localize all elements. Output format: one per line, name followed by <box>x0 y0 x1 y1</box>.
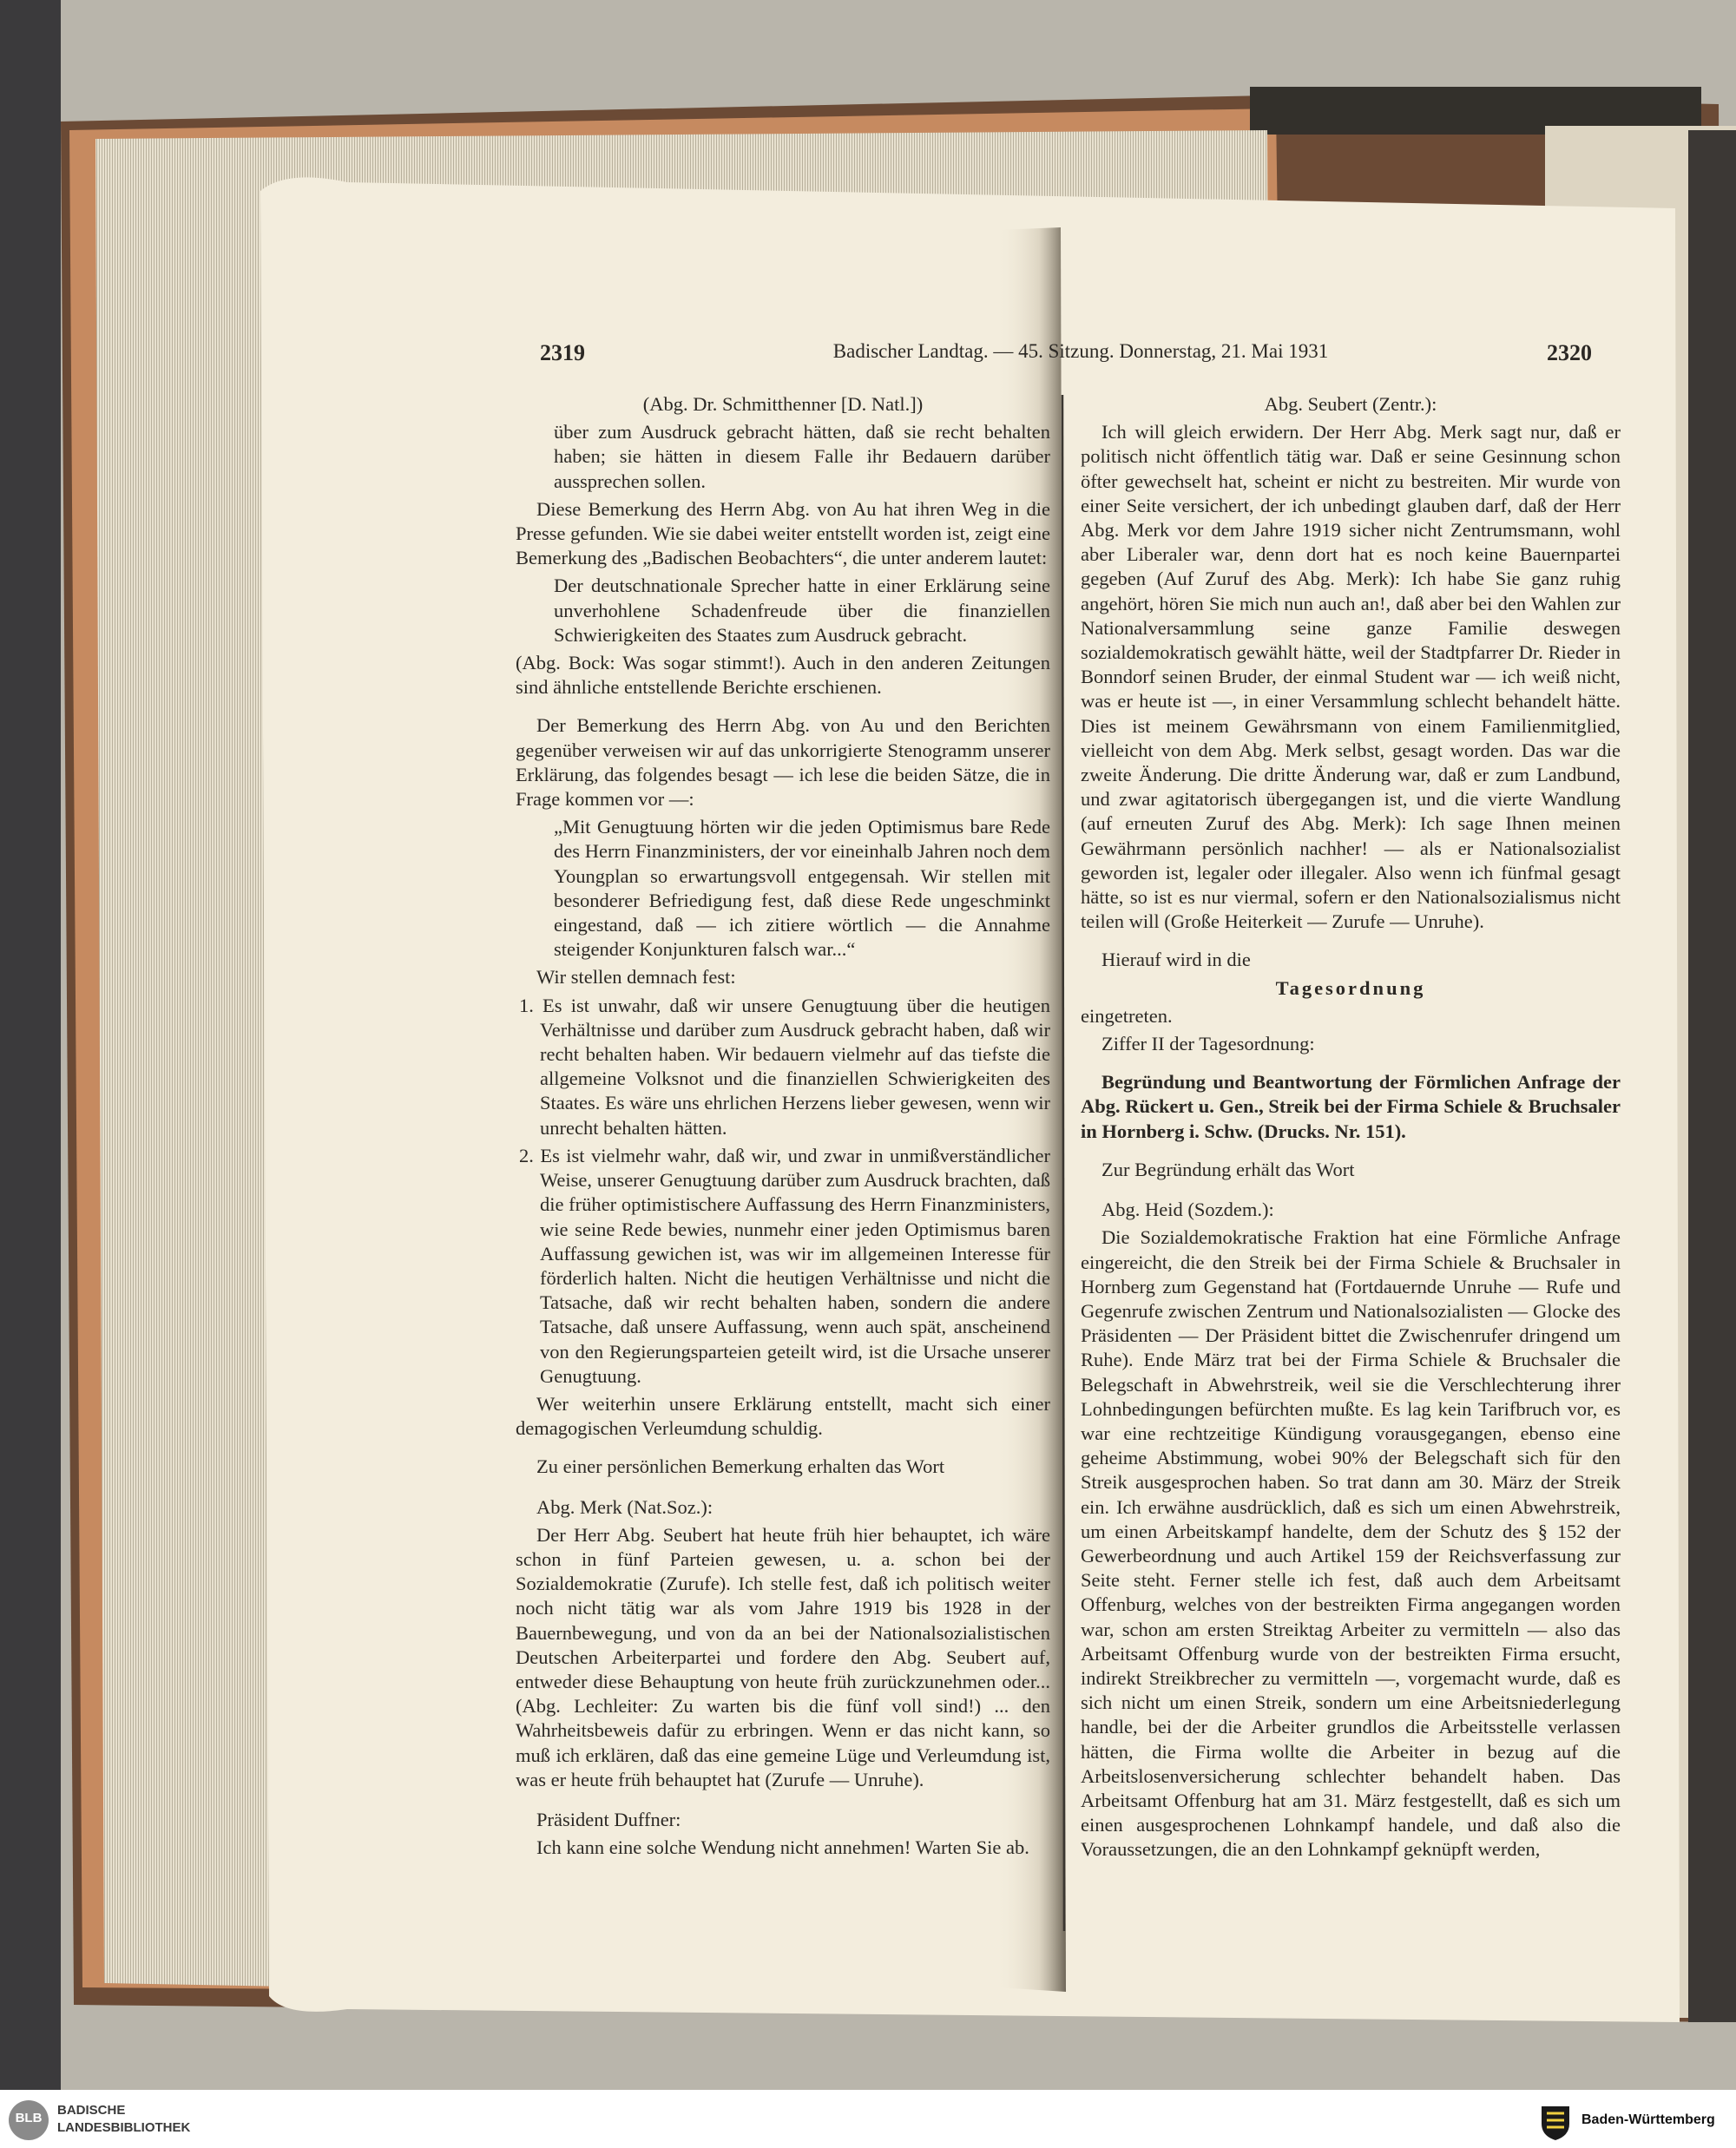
paragraph: Der deutschnationale Sprecher hatte in einer Erklärung seine unverhohlene Schadenfreude über die finanziellen Schwierigkeiten des Staates zum Ausdruck gebracht. <box>554 575 1050 646</box>
page-number-right: 2320 <box>1547 340 1592 365</box>
paragraph: Präsident Duffner: <box>536 1808 681 1830</box>
paragraph: eingetreten. <box>1081 1004 1173 1027</box>
blb-logo[interactable] <box>9 2100 49 2140</box>
paragraph: Wer weiterhin unsere Erklärung entstellt, macht sich einer demagogischen Verleumdung schuldig. <box>516 1392 1050 1440</box>
page-number-left: 2319 <box>540 340 585 365</box>
running-head: Badischer Landtag. — 45. Sitzung. Donnerstag, 21. Mai 1931 <box>832 340 1329 362</box>
paragraph: Der Herr Abg. Seubert hat heute früh hier behauptet, ich wäre schon in fünf Parteien gewesen, u. a. schon bei der Sozialdemokratie (Zurufe). Ich stelle fest, daß ich politisch weiter noch nicht tätig war als vom Jahre 1919 bis 1928 in der Bauernbewegung, und von da an bei der Nationalsozialistischen Deutschen Arbeiterpartei und fordere den Abg. Seubert auf, entweder diese Behauptung von heute früh zurückzunehmen oder... (Abg. Lechleiter: Zu warten bis die fünf voll sind!) ... den Wahrheitsbeweis dafür zu erbringen. Wenn er das nicht kann, so muß ich erklären, daß das eine gemeine Lüge und Verleumdung ist, was er heute früh behauptet hat (Zurufe — Unruhe). <box>516 1523 1050 1790</box>
baden-wuerttemberg-crest-icon <box>1538 2103 1573 2142</box>
paragraph: (Abg. Dr. Schmitthenner [D. Natl.]) <box>642 393 924 415</box>
paragraph: Ich kann eine solche Wendung nicht annehmen! Warten Sie ab. <box>536 1836 1029 1859</box>
left-column <box>516 392 1050 1860</box>
paragraph: Hierauf wird in die <box>1101 949 1251 971</box>
paragraph: 1. Es ist unwahr, daß wir unsere Genugtuung über die heutigen Verhältnisse und darüber zum Ausdruck gebracht haben, daß wir recht behalten haben. Wir bedauern vielmehr auf das tiefste die allgemeine Volksnot und die finanziellen Schwierigkeiten des Staates. Es wäre uns ehrlichen Herzens lieber gewesen, wenn wir unrecht behalten hätten. <box>519 994 1050 1139</box>
paragraph: Diese Bemerkung des Herrn Abg. von Au hat ihren Weg in die Presse gefunden. Wie sie dabei weiter entstellt worden ist, zeigt eine Bemerkung des „Badischen Beobachters“, die unter anderem lautet: <box>516 497 1050 569</box>
paragraph: über zum Ausdruck gebracht hätten, daß sie recht behalten haben; sie hätten in diesem Falle ihr Bedauern darüber aussprechen sollen. <box>554 421 1050 492</box>
library-name-line1: BADISCHE <box>57 2103 126 2118</box>
viewer-footer <box>0 2090 1736 2148</box>
paragraph: Begründung und Beantwortung der Förmlichen Anfrage der Abg. Rückert u. Gen., Streik bei der Firma Schiele & Bruchsaler in Hornberg i. Schw. (Drucks. Nr. 151). <box>1081 1071 1621 1142</box>
library-name-line2: LANDESBIBLIOTHEK <box>57 2120 191 2135</box>
paragraph: (Abg. Bock: Was sogar stimmt!). Auch in den anderen Zeitungen sind ähnliche entstellende Berichte erschienen. <box>516 652 1050 699</box>
paragraph: Wir stellen demnach fest: <box>536 966 736 989</box>
paragraph: Abg. Heid (Sozdem.): <box>1101 1199 1274 1221</box>
blb-logo-text: BLB <box>15 2111 43 2125</box>
paragraph: Tagesordnung <box>1275 976 1426 999</box>
paragraph: Zur Begründung erhält das Wort <box>1101 1158 1355 1180</box>
paragraph: Die Sozialdemokratische Fraktion hat eine Förmliche Anfrage eingereicht, die den Streik bei der Firma Schiele & Bruchsaler in Hornberg zum Gegenstand hat (Fortdauernde Unruhe — Rufe und Gegenrufe zwischen Zentrum und Nationalsozialisten — Glocke des Präsidenten — Der Präsident bittet die Zwischenrufer dringend um Ruhe). Ende März trat bei der Firma Schiele & Bruchsaler die Belegschaft in Abwehrstreik, weil sie die Verschlechterung ihrer Lohnbedingungen befürchten mußte. Es lag kein Tarifbruch vor, es war eine rechtzeitige Kündigung vorausgegangen, ebenso eine geheime Abstimmung, wobei 90% der Belegschaft sich für den Streik ausgesprochen haben. So trat dann am 30. März der Streik ein. Ich erwähne ausdrücklich, daß es sich um einen Abwehrstreik, um einen Arbeitskampf handelte, dem der Schutz des § 152 der Gewerbeordnung und auch Artikel 159 der Reichsverfassung zur Seite steht. Ferner stelle ich fest, daß auch dem Arbeitsamt Offenburg, welches von der bestreikten Firma angegangen worden war, schon am ersten Streiktag Arbeiter zu vermitteln — also das Arbeitsamt Offenburg wurde von der bestreikten Firma ersucht, indirekt Streikbrecher zu vermitteln —, vorgemacht wurde, daß es sich nicht um einen Streik, sondern um eine Arbeitsniederlegung handle, bei der die Arbeiter grundlos die Arbeitsstelle verlassen hätten, die Firma wollte die Arbeiter in bezug auf die Arbeitslosenversicherung schlechter behandelt haben. Das Arbeitsamt Offenburg hat am 31. März festgestellt, daß es sich um einen ausgesprochenen Lohnkampf handele, und daß also die Voraussetzungen, die an den Lohnkampf geknüpft werden, <box>1081 1226 1621 1861</box>
paragraph: „Mit Genugtuung hörten wir die jeden Optimismus bare Rede des Herrn Finanzministers, der vor eineinhalb Jahren noch dem Youngplan so erwartungsvoll entgegensah. Wir stellen mit besonderer Befriedigung fest, daß diese Rede ungeschminkt eingestand, daß — ich zitiere wörtlich — die Annahme steigender Konjunkturen falsch war...“ <box>554 816 1050 961</box>
paragraph: Ich will gleich erwidern. Der Herr Abg. Merk sagt nur, daß er politisch nicht öffentlich tätig war. Daß er seine Gesinnung schon öfter gewechselt hat, scheint er nicht zu bestreiten. Mir wurde von einer Seite versichert, der ich unbedingt glauben darf, daß der Herr Abg. Merk vor dem Jahre 1919 sicher nicht Zentrumsmann, wohl aber Liberaler war, denn dort hat es noch keine Bauernpartei gegeben (Auf Zuruf des Abg. Merk): Ich habe Sie ganz ruhig angehört, hören Sie mich nun auch an!, daß aber bei den Wahlen zur Nationalversammlung seine ganze Familie deswegen sozialdemokratisch gewählt hätte, weil der Stadtpfarrer Dr. Rieder in Bonndorf seinen Bruder, der einmal Student war — ich weiß nicht, was er heute ist —, in einer Versammlung schlecht behandelt hätte. Dies ist meinem Gewährsmann von einem Familienmitglied, vielleicht von dem Abg. Merk selbst, gesagt worden. Das war die zweite Änderung. Die dritte Änderung war, daß er zum Landbund, und zwar agitatorisch übergegangen ist, und die vierte Wandlung (auf erneuten Zuruf des Abg. Merk): Ich sage Ihnen meinen Gewährmann persönlich nachher! — als er Nationalsozialist geworden ist, legaler oder illegaler. Also wenn ich fünfmal gesagt hätte, so ist es nur viermal, sofern er den Nationalsozialismus nicht teilen will (Große Heiterkeit — Zurufe — Unruhe). <box>1081 421 1621 933</box>
right-column <box>1081 392 1621 1862</box>
paragraph: Ziffer II der Tagesordnung: <box>1101 1033 1315 1055</box>
partner-name[interactable]: Baden-Württemberg <box>1581 2112 1715 2127</box>
paragraph: Zu einer persönlichen Bemerkung erhalten das Wort <box>536 1455 945 1478</box>
paragraph: Der Bemerkung des Herrn Abg. von Au und den Berichten gegenüber verweisen wir auf das unkorrigierte Stenogramm unserer Erklärung, das folgendes besagt — ich lese die beiden Sätze, die in Frage kommen vor —: <box>516 714 1050 811</box>
paragraph: 2. Es ist vielmehr wahr, daß wir, und zwar in unmißverständlicher Weise, unserer Genugtuung darüber zum Ausdruck brachten, daß die früher optimistischere Auffassung des Herrn Finanzministers, wie seine Rede bewies, nunmehr einer jeden Optimismus baren Auffassung gewichen ist, was wir im allgemeinen Interesse für förderlich halten. Nicht die heutigen Verhältnisse und nicht die Tatsache, daß wir recht behalten haben, sondern die andere Tatsache, daß unsere Auffassung, wenn auch spät, anscheinend von den Regierungsparteien geteilt wird, ist die Ursache unserer Genugtuung. <box>519 1144 1050 1387</box>
paragraph: Abg. Seubert (Zentr.): <box>1264 393 1437 415</box>
paragraph: Abg. Merk (Nat.Soz.): <box>536 1495 713 1518</box>
